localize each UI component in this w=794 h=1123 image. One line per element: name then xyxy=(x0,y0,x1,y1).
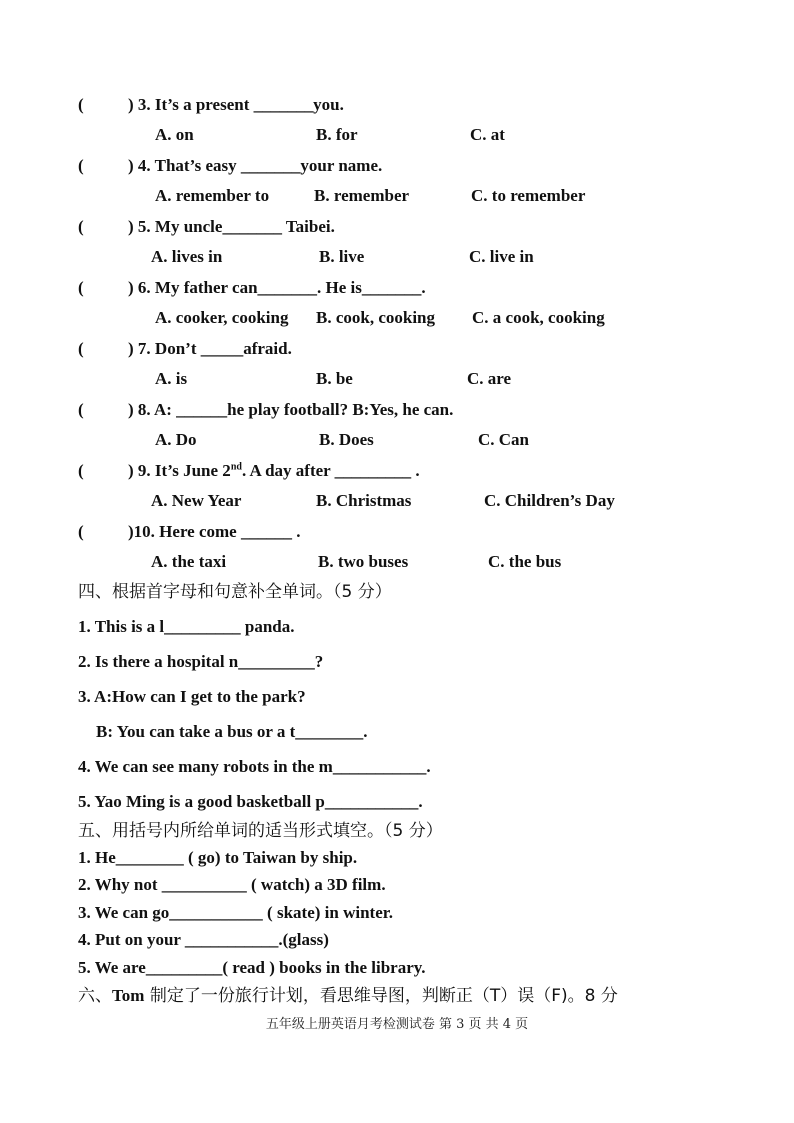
option-a[interactable]: A. Do xyxy=(155,430,197,449)
answer-paren[interactable]: ( xyxy=(78,217,84,236)
page-footer: 五年级上册英语月考检测试卷 第 3 页 共 4 页 xyxy=(265,1017,529,1032)
section-4-item-2[interactable]: 2. Is there a hospital n_________? xyxy=(78,652,324,671)
section-5-item-5[interactable]: 5. We are_________( read ) books in the library. xyxy=(78,958,426,977)
option-c[interactable]: C. Children’s Day xyxy=(484,491,615,510)
answer-paren[interactable]: ( xyxy=(78,522,84,541)
section-5-item-2[interactable]: 2. Why not __________ ( watch) a 3D film. xyxy=(78,875,386,894)
section-4-item-5[interactable]: 5. Yao Ming is a good basketball p___________. xyxy=(78,792,423,811)
option-c[interactable]: C. Can xyxy=(478,430,530,449)
question-stem: Don’t _____afraid. xyxy=(154,339,292,358)
option-a[interactable]: A. on xyxy=(155,125,194,144)
option-b[interactable]: B. be xyxy=(316,369,353,388)
section-6-prefix: 六、 xyxy=(78,986,112,1006)
option-b[interactable]: B. live xyxy=(319,247,365,266)
option-b[interactable]: B. cook, cooking xyxy=(316,308,436,327)
question-stem: My uncle_______ Taibei. xyxy=(154,217,335,236)
question-stem: That’s easy _______your name. xyxy=(154,156,383,175)
option-b[interactable]: B. Does xyxy=(319,430,374,449)
ordinal-suffix: nd xyxy=(230,461,242,473)
option-a[interactable]: A. lives in xyxy=(151,247,223,266)
section-4-item-3b[interactable]: B: You can take a bus or a t________. xyxy=(96,722,368,741)
option-c[interactable]: C. a cook, cooking xyxy=(472,308,605,327)
section-4-title: 四、根据首字母和句意补全单词。（5 分） xyxy=(78,582,392,602)
option-a[interactable]: A. remember to xyxy=(155,186,270,205)
section-5-item-1[interactable]: 1. He________ ( go) to Taiwan by ship. xyxy=(78,848,358,867)
option-b[interactable]: B. two buses xyxy=(318,552,409,571)
question-number: ) 4. xyxy=(128,156,151,175)
option-a[interactable]: A. the taxi xyxy=(151,552,227,571)
question-stem: It’s a present _______you. xyxy=(154,95,344,114)
question-number: ) 9. xyxy=(128,461,151,480)
option-b[interactable]: B. remember xyxy=(314,186,410,205)
answer-paren[interactable]: ( xyxy=(78,400,84,419)
section-4-item-3: 3. A:How can I get to the park? xyxy=(78,687,306,706)
question-number: )10. xyxy=(128,522,155,541)
question-stem: My father can_______. He is_______. xyxy=(154,278,426,297)
question-number: ) 8. xyxy=(128,400,151,419)
option-c[interactable]: C. to remember xyxy=(471,186,586,205)
question-stem: A: ______he play football? B:Yes, he can. xyxy=(153,400,454,419)
answer-paren[interactable]: ( xyxy=(78,156,84,175)
section-6-title xyxy=(78,985,618,1007)
section-5-item-3[interactable]: 3. We can go___________ ( skate) in winter. xyxy=(78,903,393,922)
question-number: ) 5. xyxy=(128,217,151,236)
question-number: ) 7. xyxy=(128,339,151,358)
option-c[interactable]: C. live in xyxy=(469,247,534,266)
answer-paren[interactable]: ( xyxy=(78,278,84,297)
section-4-item-1[interactable]: 1. This is a l_________ panda. xyxy=(78,617,295,636)
option-a[interactable]: A. cooker, cooking xyxy=(155,308,289,327)
answer-paren[interactable]: ( xyxy=(78,461,84,480)
option-c[interactable]: C. are xyxy=(467,369,512,388)
question-stem-end: . A day after _________ . xyxy=(241,461,420,480)
option-a[interactable]: A. is xyxy=(155,369,188,388)
section-6-rest: 制定了一份旅行计划，看思维导图，判断正（T）误（F)。8 分 xyxy=(144,986,618,1006)
section-4-item-4[interactable]: 4. We can see many robots in the m___________. xyxy=(78,757,431,776)
question-number: ) 3. xyxy=(128,95,151,114)
option-c[interactable]: C. the bus xyxy=(488,552,562,571)
question-number: ) 6. xyxy=(128,278,151,297)
section-5-title: 五、用括号内所给单词的适当形式填空。（5 分） xyxy=(78,821,443,841)
section-6-name: Tom xyxy=(112,986,145,1005)
option-c[interactable]: C. at xyxy=(470,125,505,144)
answer-paren[interactable]: ( xyxy=(78,95,84,114)
option-a[interactable]: A. New Year xyxy=(151,491,242,510)
question-stem: Here come ______ . xyxy=(159,522,301,541)
answer-paren[interactable]: ( xyxy=(78,339,84,358)
section-5-item-4[interactable]: 4. Put on your ___________.(glass) xyxy=(78,930,329,949)
option-b[interactable]: B. for xyxy=(316,125,358,144)
option-b[interactable]: B. Christmas xyxy=(316,491,412,510)
question-stem-start: It’s June 2 xyxy=(154,461,231,480)
